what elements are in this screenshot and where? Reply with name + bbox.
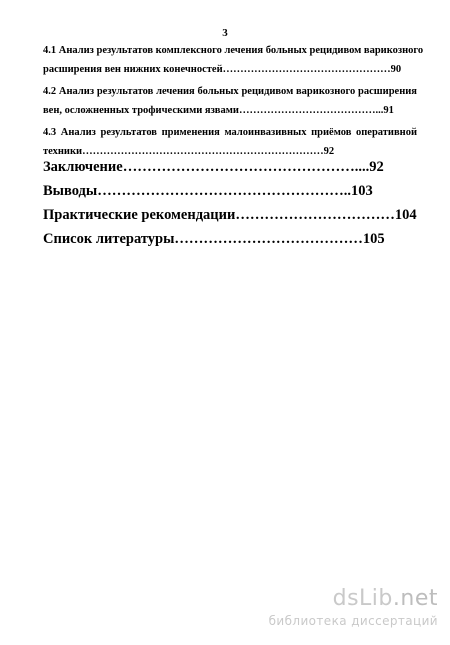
toc-leader-dots: ……………………………………………………………: [82, 146, 324, 157]
toc-page-number: 92: [369, 159, 384, 175]
toc-entry-title-line2: [43, 101, 417, 120]
toc-entry-findings: [43, 181, 373, 201]
watermark-brand-main: dsLib: [332, 586, 393, 611]
toc-entry-4-1: [43, 41, 424, 79]
toc-entry-title: Практические рекомендации: [43, 207, 236, 223]
toc-entry-references: [43, 229, 385, 249]
toc-leader-dots: …………………………………………: [222, 64, 391, 75]
toc-page-number: 105: [362, 231, 385, 247]
toc-page-number: 103: [350, 183, 373, 199]
toc-entry-title-line1: 4.3 Анализ результатов применения малоинвазивных приёмов оперативной: [43, 127, 417, 138]
watermark-brand-suffix: .net: [392, 586, 438, 611]
toc-entry-title-text: техники: [43, 146, 83, 157]
toc-leader-dots: …………………………………...: [238, 105, 384, 116]
toc-entry-conclusion: [43, 157, 384, 177]
toc-page-number: 104: [394, 207, 417, 223]
toc-page-number: 91: [383, 105, 394, 116]
watermark-logo: [269, 587, 438, 611]
toc-page-number: 90: [390, 64, 402, 75]
toc-entry-title-text: вен, осложненных трофическими язвами: [43, 105, 239, 116]
toc-entry-title: Выводы: [43, 183, 98, 199]
toc-entry-4-2: [43, 82, 417, 120]
toc-entry-title: Список литературы: [43, 231, 175, 247]
toc-entry-title-line1: 4.1 Анализ результатов комплексного лечения больных рецидивом варикозного: [43, 45, 424, 56]
watermark: [269, 587, 438, 629]
toc-entry-title-text: расширения вен нижних конечностей: [43, 64, 223, 75]
toc-leader-dots: …………………………………………....: [122, 159, 370, 175]
toc-page-number: 92: [323, 146, 335, 157]
watermark-tagline: библиотека диссертаций: [268, 614, 438, 628]
toc-leader-dots: ……………………………: [235, 207, 395, 223]
toc-entry-title: Заключение: [43, 159, 123, 175]
toc-entry-4-3: [43, 123, 417, 161]
toc-entry-recommendations: [43, 205, 417, 225]
toc-entry-title-line2: [43, 60, 417, 79]
toc-leader-dots: ……………………………………………..: [97, 183, 351, 199]
toc-leader-dots: …………………………………: [174, 231, 363, 247]
page-number: 3: [222, 27, 228, 39]
toc-entry-title-line1: 4.2 Анализ результатов лечения больных рецидивом варикозного расширения: [43, 86, 417, 97]
